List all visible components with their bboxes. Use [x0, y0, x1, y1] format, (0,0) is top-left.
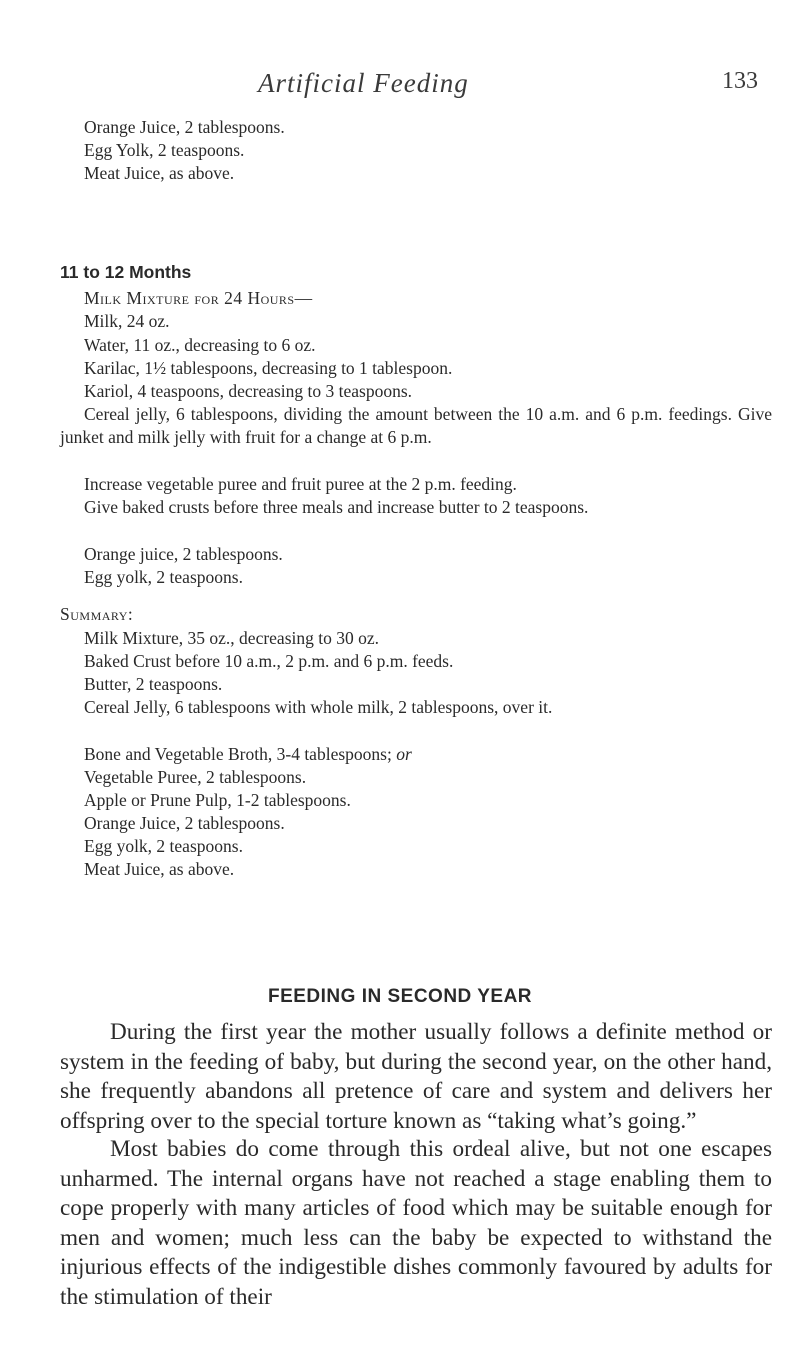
- list-item: Water, 11 oz., decreasing to 6 oz.: [84, 335, 316, 355]
- list-item: Orange Juice, 2 tablespoons.: [84, 117, 285, 137]
- body-paragraph: During the first year the mother usually follows a definite method or system in the feeding of baby, but during the second year, on the other hand, she frequently abandons all pretence of care and system and delivers her offspring over to the special torture known as “taking what’s going.”: [60, 1019, 772, 1134]
- increase-line: Increase vegetable puree and fruit puree at the 2 p.m. feeding.: [84, 474, 517, 494]
- list-item: Vegetable Puree, 2 tablespoons.: [84, 767, 307, 787]
- list-item: Karilac, 1½ tablespoons, decreasing to 1 tablespoon.: [84, 358, 453, 378]
- list-item: Cereal Jelly, 6 tablespoons with whole milk, 2 tablespoons, over it.: [84, 697, 553, 717]
- list-item: Orange Juice, 2 tablespoons.: [84, 813, 285, 833]
- list-item: Meat Juice, as above.: [84, 859, 235, 879]
- broth-text: Bone and Vegetable Broth, 3-4 tablespoons;: [84, 744, 392, 764]
- list-item: Egg yolk, 2 teaspoons.: [84, 836, 243, 856]
- page-number: 133: [722, 68, 758, 94]
- list-item: Butter, 2 teaspoons.: [84, 674, 223, 694]
- list-item: Baked Crust before 10 a.m., 2 p.m. and 6 p.m. feeds.: [84, 651, 454, 671]
- body-paragraph: Most babies do come through this ordeal alive, but not one escapes unharmed. The internal organs have not reached a stage enabling them to cope properly with many articles of food which may be suitable enough for men and women; much less can the baby be expected to withstand the injurious effects of the indigestible dishes commonly favoured by adults for the stimulation of their: [60, 1136, 772, 1310]
- section-heading: 11 to 12 Months: [60, 262, 192, 282]
- running-head: Artificial Feeding: [258, 68, 469, 98]
- page-header: [0, 68, 800, 102]
- list-item: [84, 743, 412, 766]
- or-text: or: [396, 744, 412, 764]
- cereal-paragraph: Cereal jelly, 6 tablespoons, dividing the amount between the 10 a.m. and 6 p.m. feedings. Give junket and milk jelly with fruit for a change at 6 p.m.: [60, 404, 772, 448]
- list-item: Meat Juice, as above.: [84, 163, 235, 183]
- list-item: Orange juice, 2 tablespoons.: [84, 544, 283, 564]
- list-item: Milk Mixture, 35 oz., decreasing to 30 oz.: [84, 628, 380, 648]
- list-item: Egg yolk, 2 teaspoons.: [84, 567, 243, 587]
- mixture-label: Milk Mixture for 24 Hours—: [84, 288, 313, 308]
- list-item: Egg Yolk, 2 teaspoons.: [84, 140, 245, 160]
- crusts-paragraph: Give baked crusts before three meals and increase butter to 2 teaspoons.: [84, 497, 589, 517]
- summary-label: Summary:: [60, 604, 134, 624]
- list-item: Kariol, 4 teaspoons, decreasing to 3 teaspoons.: [84, 381, 413, 401]
- list-item: Milk, 24 oz.: [84, 311, 170, 331]
- section-title: FEEDING IN SECOND YEAR: [267, 986, 533, 1007]
- list-item: Apple or Prune Pulp, 1-2 tablespoons.: [84, 790, 351, 810]
